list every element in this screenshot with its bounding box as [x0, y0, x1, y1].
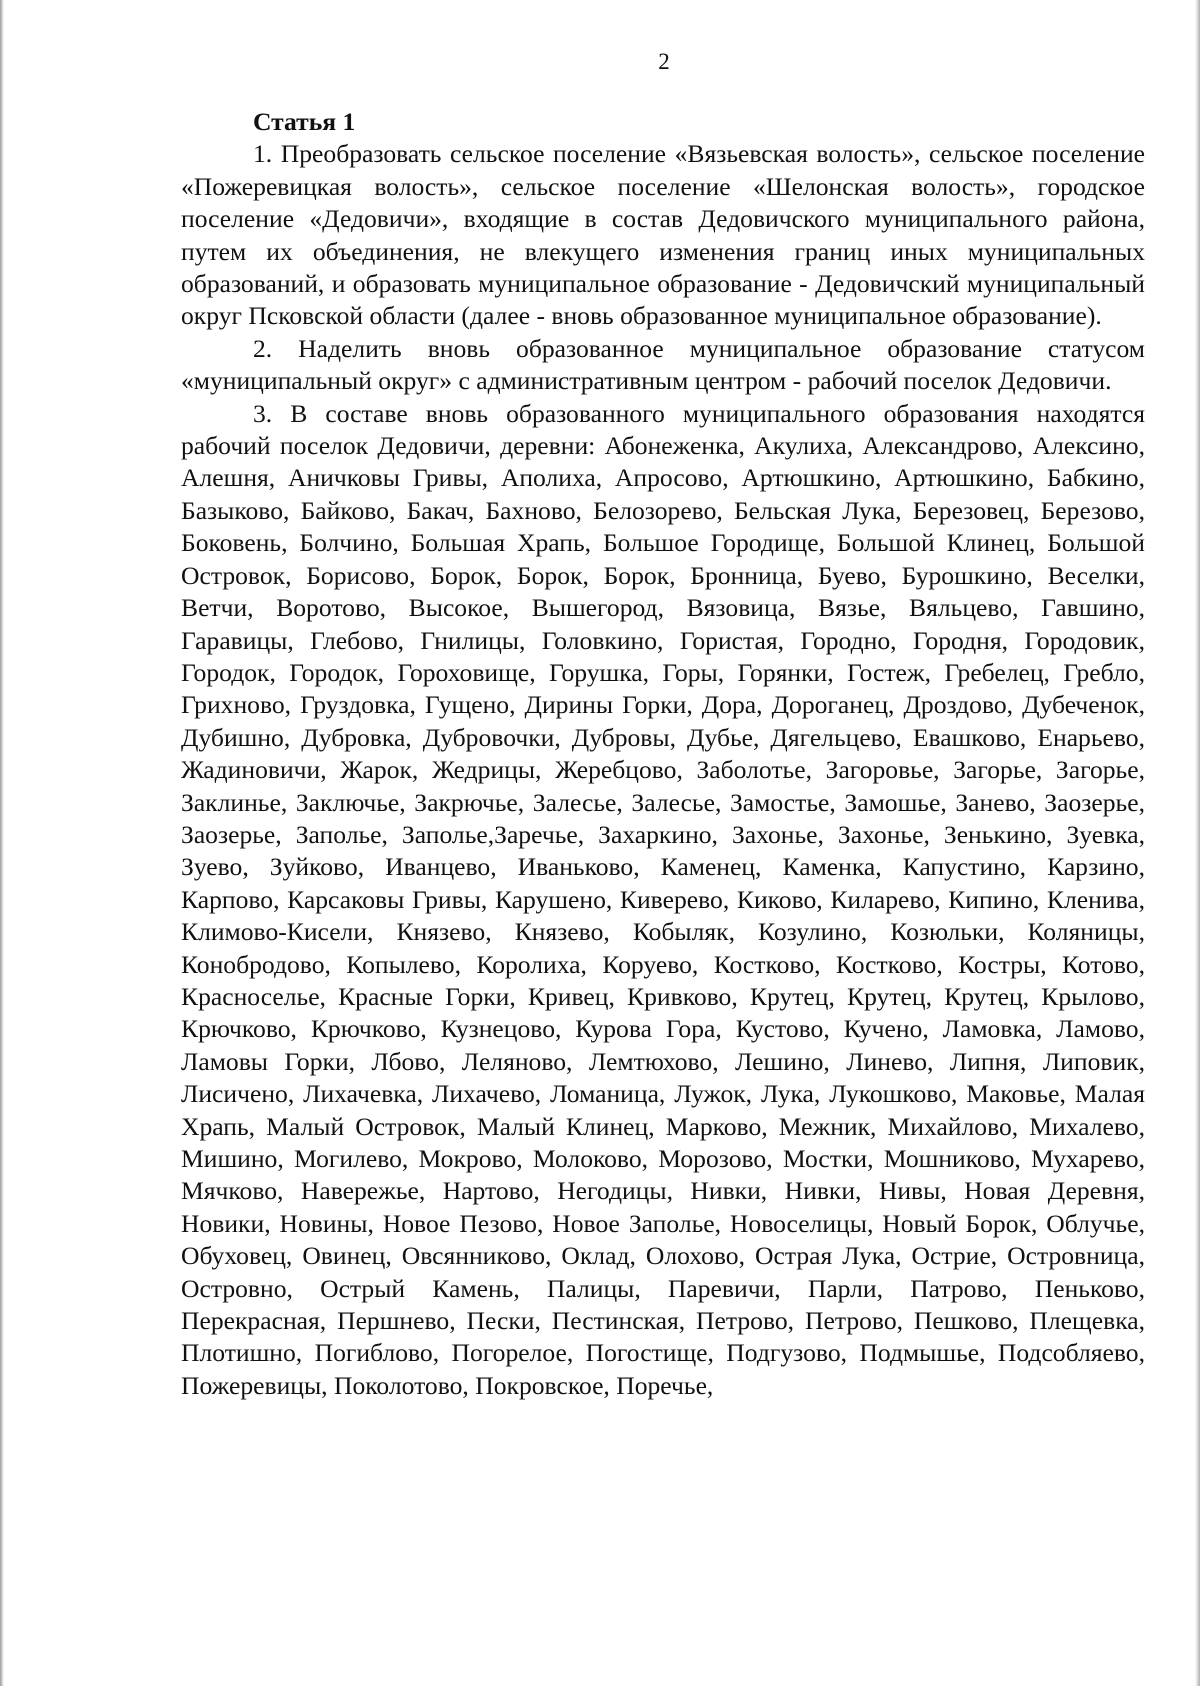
- paragraph-2: 2. Наделить вновь образованное муниципальное образование статусом «муниципальный округ» с административным центром - рабочий поселок Дедовичи.: [181, 333, 1145, 396]
- article-title: Статья 1: [253, 107, 356, 136]
- paragraph-1: 1. Преобразовать сельское поселение «Вязьевская волость», сельское поселение «Пожеревицкая волость», сельское поселение «Шелонская волость», городское поселение «Дедовичи», входящие в состав Дедовичского муниципального района, путем их объединения, не влекущего изменения границ иных муниципальных образований, и образовать муниципальное образование - Дедовичский муниципальный округ Псковской области (далее - вновь образованное муниципальное образование).: [181, 139, 1145, 331]
- paragraph-3: 3. В составе вновь образованного муниципального образования находятся рабочий поселок Дедовичи, деревни: Абонеженка, Акулиха, Александрово, Алексино, Алешня, Аничковы Гривы, Аполиха, Апросово, Артюшкино, Артюшкино, Бабкино, Базыково, Байково, Бакач, Бахново, Белозорево, Бельская Лука, Березовец, Березово, Боковень, Болчино, Большая Храпь, Большое Городище, Большой Клинец, Большой Островок, Борисово, Борок, Борок, Борок, Бронница, Буево, Бурошкино, Веселки, Ветчи, Воротово, Высокое, Вышегород, Вязовица, Вязье, Вяльцево, Гавшино, Гаравицы, Глебово, Гнилицы, Головкино, Гористая, Городно, Городня, Городовик, Городок, Городок, Гороховище, Горушка, Горы, Горянки, Гостеж, Гребелец, Гребло, Грихново, Груздовка, Гущено, Дирины Горки, Дора, Дороганец, Дроздово, Дубеченок, Дубишно, Дубровка, Дубровочки, Дубровы, Дубье, Дягельцево, Евашково, Енарьево, Жадиновичи, Жарок, Жедрицы, Жеребцово, Заболотье, Загоровье, Загорье, Загорье, Заклинье, Заключье, Закрючье, Залесье, Залесье, Замостье, Замошье, Занево, Заозерье, Заозерье, Заполье, Заполье,Заречье, Захаркино, Захонье, Захонье, Зенькино, Зуевка, Зуево, Зуйково, Иванцево, Иваньково, Каменец, Каменка, Капустино, Карзино, Карпово, Карсаковы Гривы, Карушено, Киверево, Киково, Киларево, Кипино, Кленива, Климово-Кисели, Князево, Князево, Кобыляк, Козулино, Козюльки, Коляницы, Конобродово, Копылево, Королиха, Коруево, Костково, Костково, Костры, Котово, Красноселье, Красные Горки, Кривец, Кривково, Крутец, Крутец, Крутец, Крылово, Крючково, Крючково, Кузнецово, Курова Гора, Кустово, Кучено, Ламовка, Ламово, Ламовы Горки, Лбово, Леляново, Лемтюхово, Лешино, Линево, Липня, Липовик, Лисичено, Лихачевка, Лихачево, Ломаница, Лужок, Лука, Лукошково, Маковье, Малая Храпь, Малый Островок, Малый Клинец, Марково, Межник, Михайлово, Михалево, Мишино, Могилево, Мокрово, Молоково, Морозово, Мостки, Мошниково, Мухарево, Мячково, Навережье, Нартово, Негодицы, Нивки, Нивки, Нивы, Новая Деревня, Новики, Новины, Новое Пезово, Новое Заполье, Новоселицы, Новый Борок, Облучье, Обуховец, Овинец, Овсянниково, Оклад, Олохово, Острая Лука, Острие, Островница, Островно, Острый Камень, Палицы, Паревичи, Парли, Патрово, Пеньково, Перекрасная, Першнево, Пески, Пестинская, Петрово, Петрово, Пешково, Плещевка, Плотишно, Погиблово, Погорелое, Погостище, Подгузово, Подмышье, Подсобляево, Пожеревицы, Поколотово, Покровское, Поречье,: [181, 398, 1145, 1400]
- scan-edge-right: [1195, 0, 1200, 1686]
- page-number: 2: [658, 49, 670, 74]
- document-body: [181, 106, 1145, 1402]
- scan-edge-left: [0, 0, 4, 1686]
